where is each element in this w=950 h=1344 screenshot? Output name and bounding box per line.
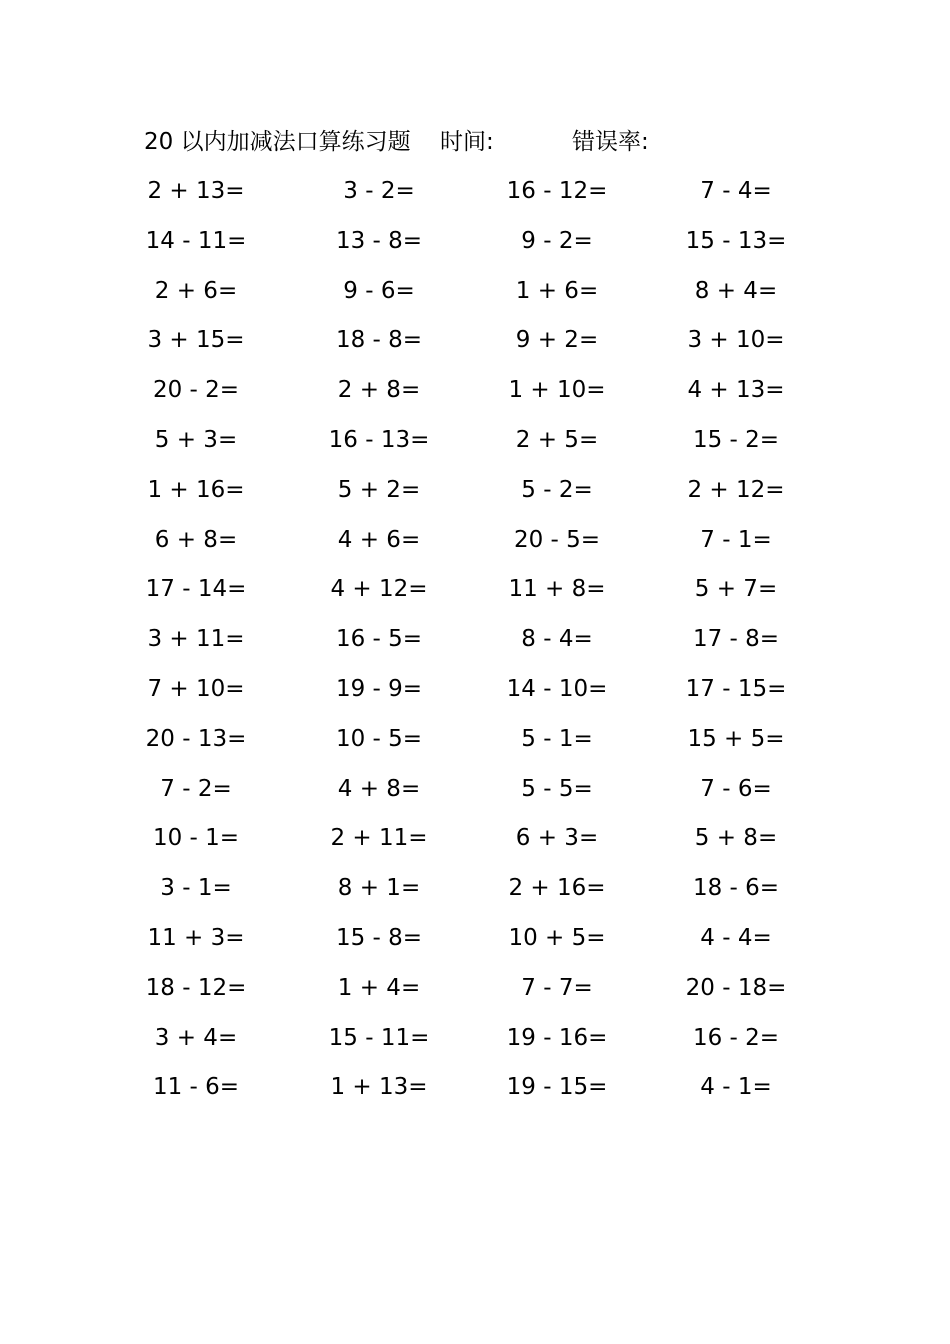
math-problem: 20 - 2= (152, 377, 240, 404)
math-problem: 14 - 10= (506, 675, 608, 702)
problem-row (130, 673, 810, 723)
math-problem: 5 - 5= (521, 775, 593, 802)
problem-row (130, 374, 810, 424)
math-problem: 9 - 6= (343, 277, 415, 304)
problem-row (130, 1071, 810, 1121)
math-problem: 10 + 5= (508, 924, 606, 951)
problem-row (130, 524, 810, 574)
math-problem: 15 - 2= (692, 426, 780, 453)
problem-row (130, 324, 810, 374)
math-problem: 2 + 12= (687, 476, 785, 503)
math-problem: 7 - 1= (700, 526, 772, 553)
time-label: 时间: (440, 129, 494, 155)
math-problem: 15 + 5= (687, 725, 785, 752)
math-problem: 2 + 13= (147, 178, 245, 204)
math-problem: 5 - 2= (521, 476, 593, 503)
math-problem: 8 - 4= (521, 626, 593, 653)
problem-row (130, 623, 810, 673)
math-problem: 1 + 6= (515, 277, 599, 304)
math-problem: 18 - 12= (145, 974, 247, 1001)
error-rate-label: 错误率: (572, 129, 649, 155)
math-problem: 6 + 3= (515, 825, 599, 852)
problem-row (130, 723, 810, 773)
math-problem: 16 - 12= (506, 178, 608, 204)
problem-row (130, 175, 810, 225)
problem-row (130, 474, 810, 524)
math-problem: 20 - 5= (513, 526, 601, 553)
math-problem: 20 - 13= (145, 725, 247, 752)
math-problem: 8 + 1= (337, 875, 421, 902)
problem-row (130, 822, 810, 872)
worksheet-title: 20 以内加减法口算练习题 (144, 129, 411, 155)
math-problem: 3 - 2= (343, 178, 415, 204)
math-problem: 17 - 15= (685, 675, 787, 702)
math-problem: 3 + 10= (687, 327, 785, 354)
math-problem: 2 + 16= (508, 875, 606, 902)
math-problem: 1 + 13= (330, 1074, 428, 1101)
problem-grid (130, 175, 810, 1121)
math-problem: 15 - 8= (335, 924, 423, 951)
problem-row (130, 773, 810, 823)
math-problem: 18 - 8= (335, 327, 423, 354)
math-problem: 7 - 6= (700, 775, 772, 802)
math-problem: 6 + 8= (154, 526, 238, 553)
worksheet-header (144, 126, 764, 158)
math-problem: 11 + 3= (147, 924, 245, 951)
problem-row (130, 275, 810, 325)
problem-row (130, 424, 810, 474)
math-problem: 3 + 4= (154, 1024, 238, 1051)
problem-row (130, 225, 810, 275)
math-problem: 2 + 8= (337, 377, 421, 404)
math-problem: 4 + 13= (687, 377, 785, 404)
math-problem: 3 + 11= (147, 626, 245, 653)
math-problem: 8 + 4= (694, 277, 778, 304)
math-problem: 1 + 16= (147, 476, 245, 503)
math-problem: 4 - 4= (700, 924, 772, 951)
math-problem: 7 - 4= (700, 178, 772, 204)
math-problem: 11 - 6= (152, 1074, 240, 1101)
math-problem: 5 + 2= (337, 476, 421, 503)
math-problem: 7 - 7= (521, 974, 593, 1001)
math-problem: 2 + 11= (330, 825, 428, 852)
math-problem: 20 - 18= (685, 974, 787, 1001)
math-problem: 9 + 2= (515, 327, 599, 354)
math-problem: 19 - 9= (335, 675, 423, 702)
math-problem: 16 - 2= (692, 1024, 780, 1051)
math-problem: 3 - 1= (160, 875, 232, 902)
math-problem: 5 + 3= (154, 426, 238, 453)
math-problem: 10 - 1= (152, 825, 240, 852)
math-problem: 19 - 16= (506, 1024, 608, 1051)
math-problem: 10 - 5= (335, 725, 423, 752)
problem-row (130, 922, 810, 972)
math-problem: 16 - 5= (335, 626, 423, 653)
math-problem: 19 - 15= (506, 1074, 608, 1101)
math-problem: 18 - 6= (692, 875, 780, 902)
math-problem: 14 - 11= (145, 227, 247, 254)
problem-row (130, 872, 810, 922)
math-problem: 13 - 8= (335, 227, 423, 254)
math-problem: 5 - 1= (521, 725, 593, 752)
math-problem: 15 - 11= (328, 1024, 430, 1051)
math-problem: 16 - 13= (328, 426, 430, 453)
math-problem: 4 + 8= (337, 775, 421, 802)
math-problem: 1 + 4= (337, 974, 421, 1001)
math-problem: 3 + 15= (147, 327, 245, 354)
math-problem: 2 + 6= (154, 277, 238, 304)
math-problem: 17 - 8= (692, 626, 780, 653)
math-problem: 2 + 5= (515, 426, 599, 453)
math-problem: 15 - 13= (685, 227, 787, 254)
math-problem: 11 + 8= (508, 576, 606, 603)
math-problem: 17 - 14= (145, 576, 247, 603)
math-problem: 5 + 7= (694, 576, 778, 603)
math-problem: 4 + 6= (337, 526, 421, 553)
problem-row (130, 573, 810, 623)
problem-row (130, 972, 810, 1022)
math-problem: 1 + 10= (508, 377, 606, 404)
math-problem: 4 - 1= (700, 1074, 772, 1101)
math-problem: 7 - 2= (160, 775, 232, 802)
math-problem: 5 + 8= (694, 825, 778, 852)
math-problem: 4 + 12= (330, 576, 428, 603)
math-problem: 9 - 2= (521, 227, 593, 254)
problem-row (130, 1022, 810, 1072)
math-problem: 7 + 10= (147, 675, 245, 702)
